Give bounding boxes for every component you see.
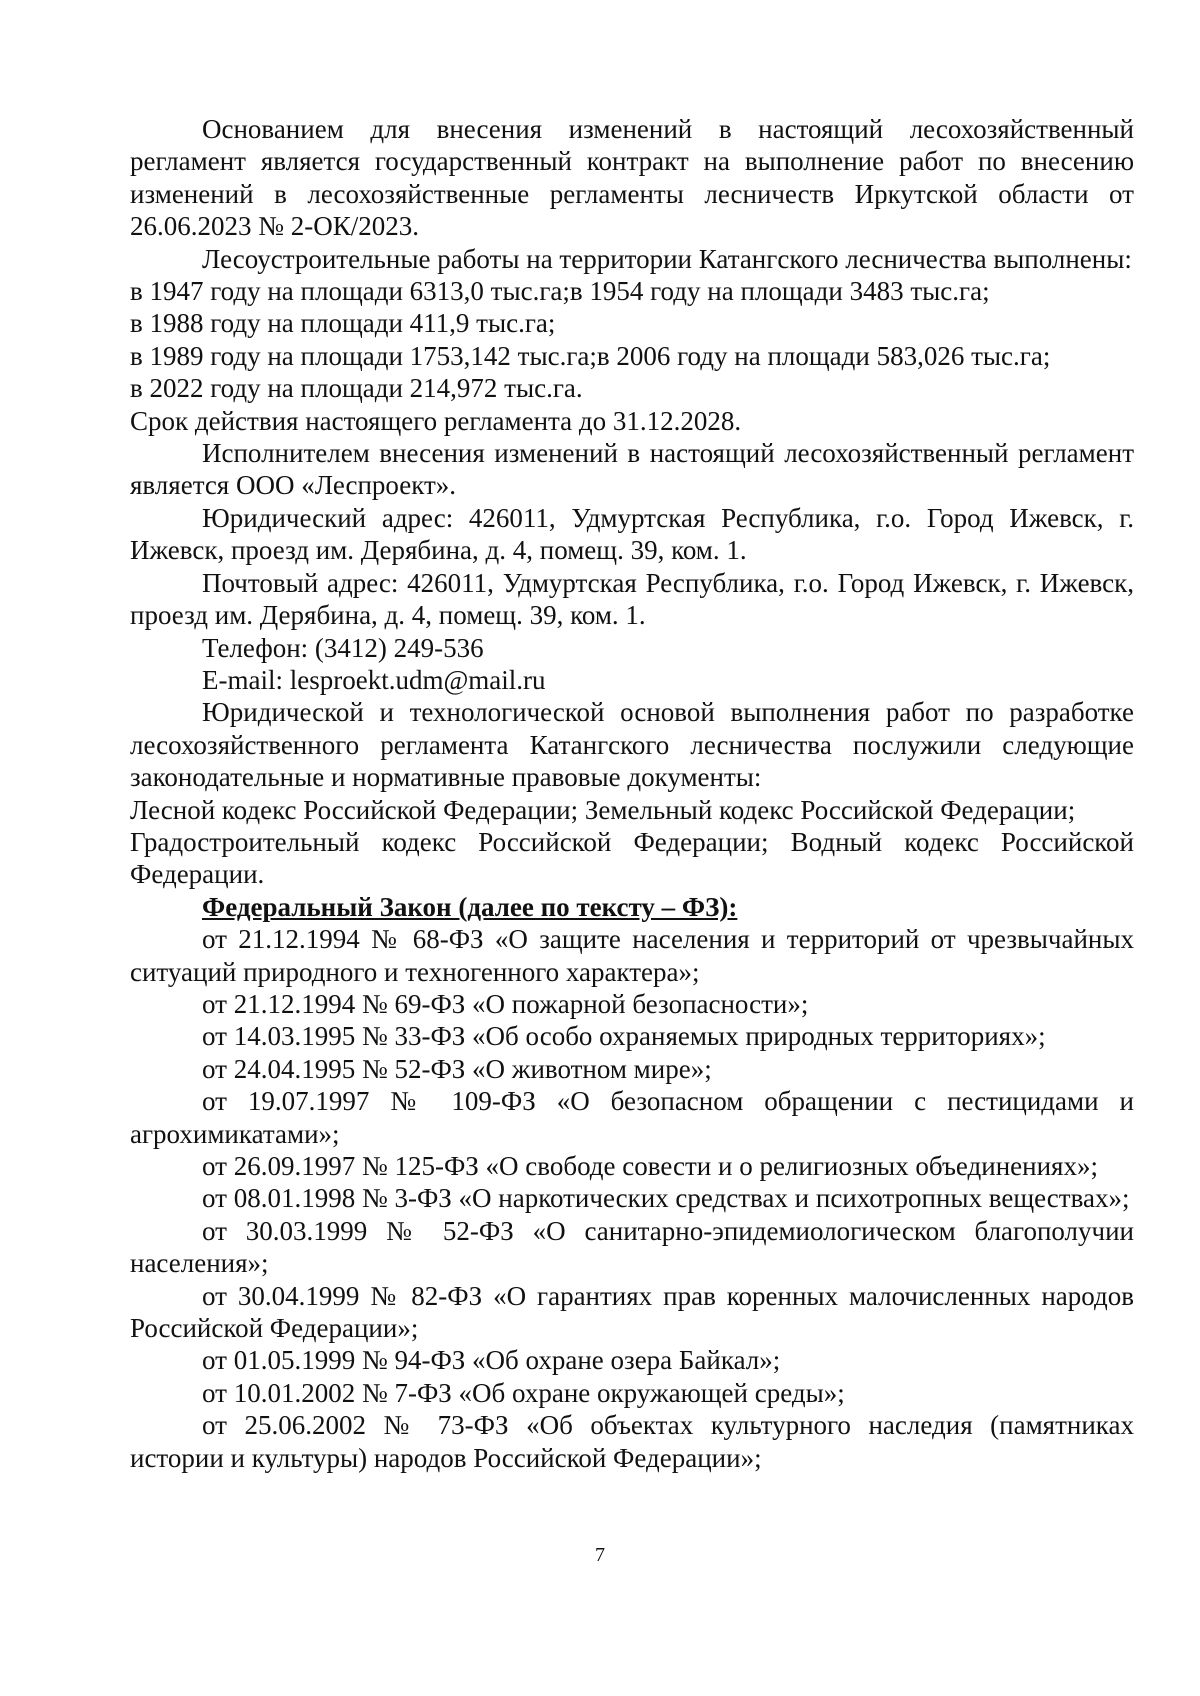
federal-laws-heading-text: Федеральный Закон (далее по тексту – ФЗ): [202,891,738,922]
email-line: E-mail: lesproekt.udm@mail.ru [202,664,546,695]
survey-line: в 1988 году на площади 411,9 тыс.га; [130,308,556,339]
codes-line: Лесной кодекс Российской Федерации; Земельный кодекс Российской Федерации; [130,794,1076,825]
law-item: от 26.09.1997 № 125-ФЗ «О свободе совести и о религиозных объединениях»; [202,1151,1098,1181]
law-item: от 25.06.2002 № 73-ФЗ «Об объектах культурного наследия (памятниках истории и культуры) народов Российской Федерации»; [130,1410,1134,1473]
executor-paragraph: Исполнителем внесения изменений в настоящий лесохозяйственный регламент является ООО «Леспроект». [130,438,1134,501]
law-item: от 30.03.1999 № 52-ФЗ «О санитарно-эпидемиологическом благополучии населения»; [130,1215,1134,1279]
survey-line: в 1947 году на площади 6313,0 тыс.га;в 1954 году на площади 3483 тыс.га; [130,276,990,307]
law-item: от 21.12.1994 № 68-ФЗ «О защите населения и территорий от чрезвычайных ситуаций природного и техногенного характера»; [130,924,1134,987]
codes-paragraph: Градостроительный кодекс Российской Федерации; Водный кодекс Российской Федерации. [130,826,1134,890]
law-item: от 24.04.1995 № 52-ФЗ «О животном мире»; [202,1053,712,1084]
legal-basis-paragraph: Юридической и технологической основой выполнения работ по разработке лесохозяйственного регламента Катангского лесничества послужили следующие законодательные и нормативные правовые документы: [130,697,1134,793]
law-item: от 10.01.2002 № 7-ФЗ «Об охране окружающей среды»; [202,1377,845,1408]
postal-address-paragraph: Почтовый адрес: 426011, Удмуртская Республика, г.о. Город Ижевск, г. Ижевск, проезд им. Дерябина, д. 4, помещ. 39, ком. 1. [130,567,1134,631]
survey-line: в 2022 году на площади 214,972 тыс.га. [130,373,583,404]
phone-line: Телефон: (3412) 249-536 [202,632,484,663]
federal-laws-heading [130,891,1134,923]
legal-address-paragraph: Юридический адрес: 426011, Удмуртская Республика, г.о. Город Ижевск, г. Ижевск, проезд им. Дерябина, д. 4, помещ. 39, ком. 1. [130,502,1134,566]
basis-paragraph: Основанием для внесения изменений в настоящий лесохозяйственный регламент является государственный контракт на выполнение работ по внесению изменений в лесохозяйственные регламенты лесничеств Иркутской области от 26.06.2023 № 2-ОК/2023. [130,114,1134,242]
page-number: 7 [595,1544,605,1566]
law-item: от 30.04.1999 № 82-ФЗ «О гарантиях прав коренных малочисленных народов Российской Федерации»; [130,1280,1134,1344]
law-item: от 14.03.1995 № 33-ФЗ «Об особо охраняемых природных территориях»; [202,1021,1046,1052]
law-item: от 08.01.1998 № 3-ФЗ «О наркотических средствах и психотропных веществах»; [202,1183,1130,1214]
law-item: от 01.05.1999 № 94-ФЗ «Об охране озера Байкал»; [202,1345,781,1376]
law-item: от 19.07.1997 № 109-ФЗ «О безопасном обращении с пестицидами и агрохимикатами»; [130,1086,1134,1149]
validity-line: Срок действия настоящего регламента до 31.12.2028. [130,405,742,436]
survey-line: в 1989 году на площади 1753,142 тыс.га;в 2006 году на площади 583,026 тыс.га; [130,340,1051,371]
law-item: от 21.12.1994 № 69-ФЗ «О пожарной безопасности»; [202,988,809,1019]
document-page [130,113,1134,1474]
survey-intro-paragraph: Лесоустроительные работы на территории Катангского лесничества выполнены: [202,243,1132,274]
